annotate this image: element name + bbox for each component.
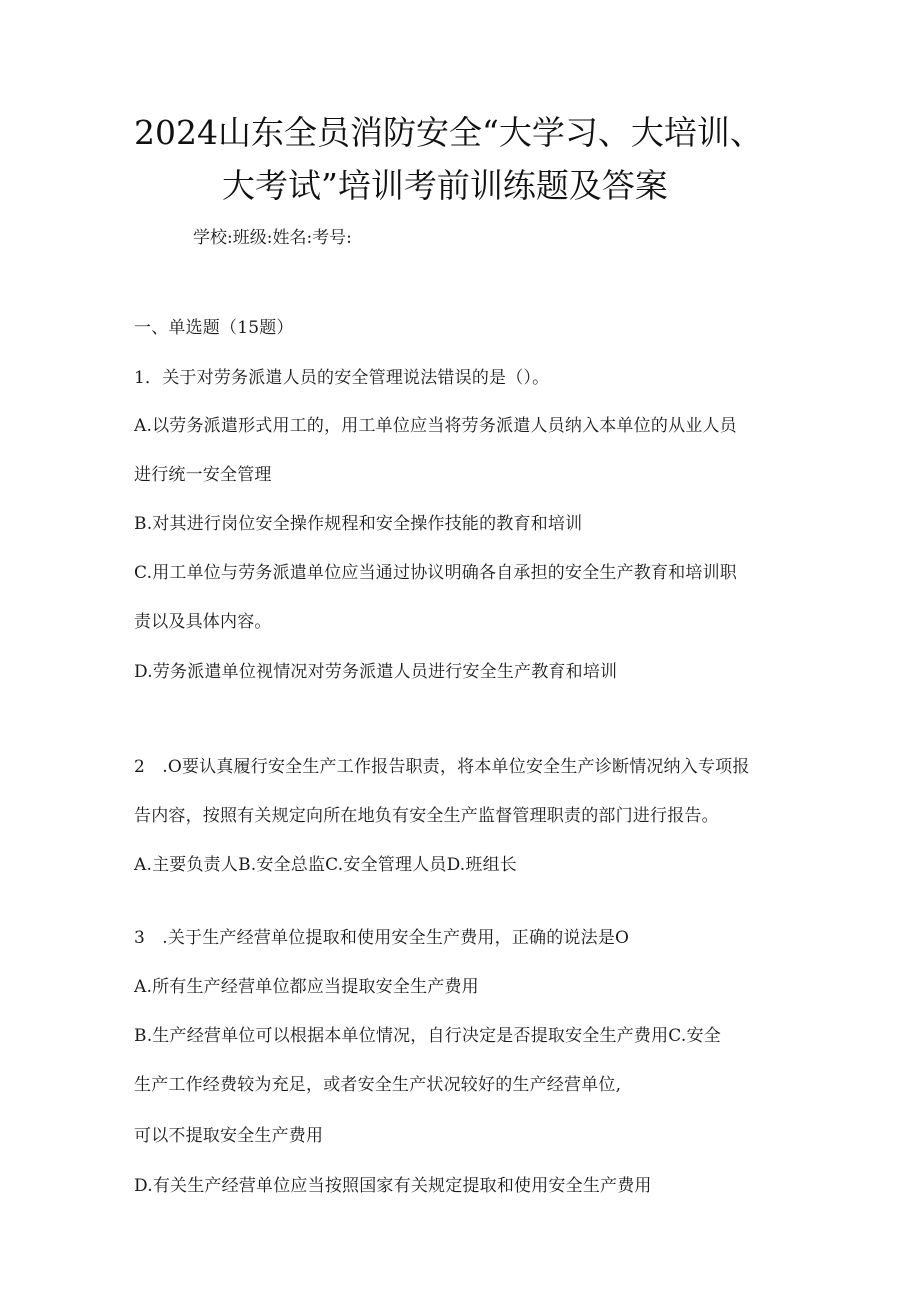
question-3-stem: 3 .关于生产经营单位提取和使用安全生产费用，正确的说法是O bbox=[134, 928, 630, 948]
question-1-stem: 1．关于对劳务派遣人员的安全管理说法错误的是（）。 bbox=[134, 368, 550, 388]
document-title-line-1: 2024山东全员消防安全“大学习、大培训、 bbox=[134, 113, 763, 152]
question-2-options: A.主要负责人B.安全总监C.安全管理人员D.班组长 bbox=[134, 855, 518, 875]
question-3-option-b: B.生产经营单位可以根据本单位情况，自行决定是否提取安全生产费用C.安全 bbox=[134, 1026, 721, 1046]
question-1-option-c-cont: 责以及具体内容。 bbox=[134, 612, 272, 632]
student-info-line: 学校:班级:姓名:考号: bbox=[193, 228, 352, 248]
question-3-option-a: A.所有生产经营单位都应当提取安全生产费用 bbox=[134, 977, 479, 997]
question-2-stem-cont: 告内容，按照有关规定向所在地负有安全生产监督管理职责的部门进行报告。 bbox=[134, 806, 719, 826]
question-3-option-b-cont-2: 可以不提取安全生产费用 bbox=[134, 1126, 324, 1146]
question-1-option-a-cont: 进行统一安全管理 bbox=[134, 465, 272, 485]
question-3-option-d: D.有关生产经营单位应当按照国家有关规定提取和使用安全生产费用 bbox=[134, 1176, 652, 1196]
question-1-option-b: B.对其进行岗位安全操作规程和安全操作技能的教育和培训 bbox=[134, 514, 583, 534]
question-3-option-b-cont: 生产工作经费较为充足，或者安全生产状况较好的生产经营单位, bbox=[134, 1075, 622, 1095]
question-1-option-d: D.劳务派遣单位视情况对劳务派遣人员进行安全生产教育和培训 bbox=[134, 662, 618, 682]
question-1-option-c: C.用工单位与劳务派遣单位应当通过协议明确各自承担的安全生产教育和培训职 bbox=[134, 563, 738, 583]
question-1-option-a: A.以劳务派遣形式用工的，用工单位应当将劳务派遣人员纳入本单位的从业人员 bbox=[134, 416, 737, 436]
question-2-stem: 2 .O要认真履行安全生产工作报告职责，将本单位安全生产诊断情况纳入专项报 bbox=[134, 757, 750, 777]
document-title-line-2: 大考试”培训考前训练题及答案 bbox=[222, 166, 668, 205]
section-heading: 一、单选题（15题） bbox=[134, 318, 294, 338]
